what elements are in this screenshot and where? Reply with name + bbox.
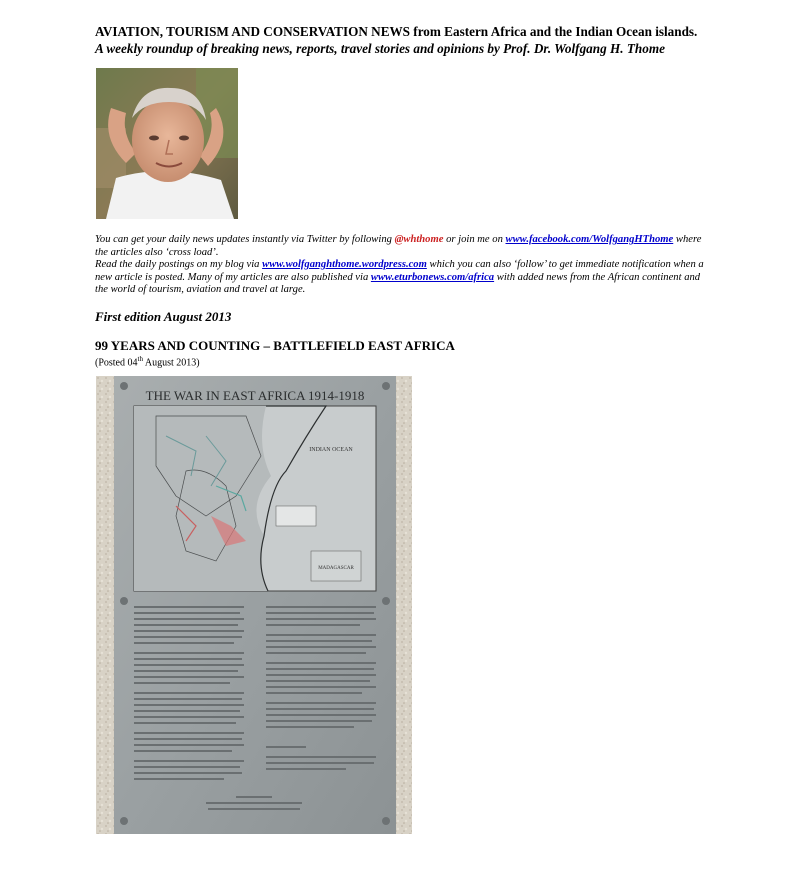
plaque-map-ocean-label: INDIAN OCEAN [309, 447, 353, 453]
intro-paragraph-social [95, 234, 713, 259]
intro-text-segment: which you can also ‘follow’ to get immediate notification when a new article is posted. Many of my articles are also published via [95, 259, 704, 283]
author-photo [96, 68, 238, 219]
posted-text: August 2013) [142, 357, 200, 369]
article-title: 99 YEARS AND COUNTING – BATTLEFIELD EAST AFRICA [95, 338, 455, 353]
intro-text [95, 234, 713, 297]
plaque-map-madagascar-label: MADAGASCAR [318, 566, 354, 571]
intro-text-segment: Read the daily postings on my blog via [95, 259, 263, 271]
war-memorial-plaque-photo [96, 376, 412, 834]
twitter-handle[interactable]: @whthome [394, 234, 444, 245]
intro-text-segment: or join me on [443, 234, 506, 245]
newsletter-title: AVIATION, TOURISM AND CONSERVATION NEWS from Eastern Africa and the Indian Ocean islands. [95, 24, 698, 39]
posted-ordinal: th [137, 355, 143, 363]
eturbonews-link[interactable]: www.eturbonews.com/africa [370, 271, 495, 283]
facebook-link[interactable]: www.facebook.com/WolfgangHThome [505, 234, 674, 245]
article-posted-date [95, 355, 200, 368]
posted-text: (Posted 04 [95, 357, 138, 369]
intro-paragraph-blog [95, 259, 713, 297]
edition-label: First edition August 2013 [95, 309, 232, 324]
intro-text-segment: with added news from the African continent and the world of tourism, aviation and travel at large. [95, 271, 701, 296]
newsletter-subtitle: A weekly roundup of breaking news, reports, travel stories and opinions by Prof. Dr. Wolfgang H. Thome [95, 41, 665, 56]
blog-link[interactable]: www.wolfganghthome.wordpress.com [262, 259, 427, 271]
intro-text-segment: where the articles also ‘cross load’. [95, 234, 702, 258]
plaque-title: THE WAR IN EAST AFRICA 1914-1918 [145, 388, 365, 403]
intro-text-segment: You can get your daily news updates instantly via Twitter by following [95, 234, 395, 245]
